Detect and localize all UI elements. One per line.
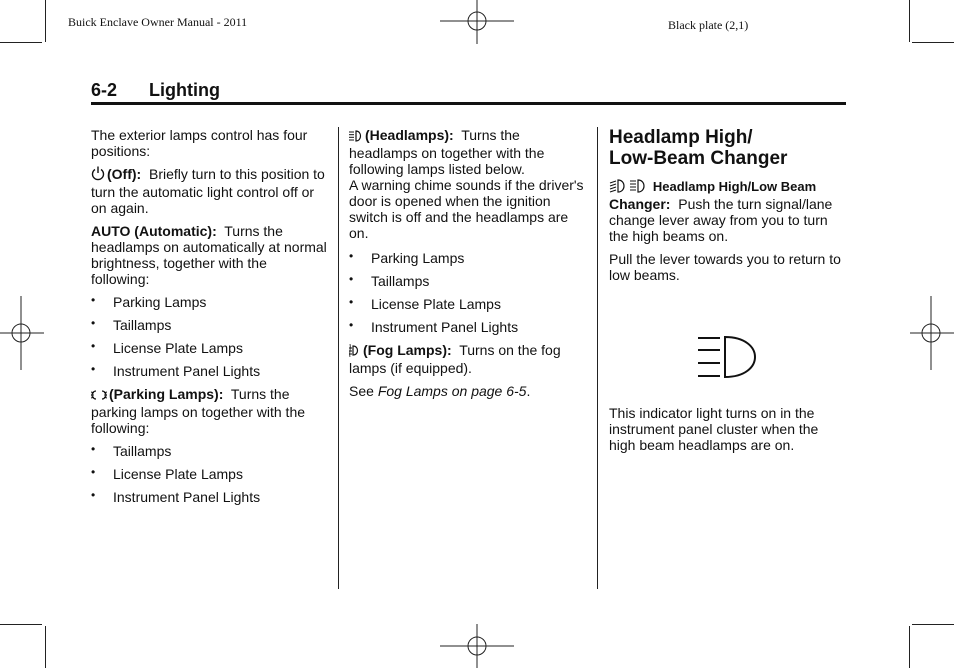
list-item: • License Plate Lamps — [91, 466, 327, 482]
list-item: • Taillamps — [91, 317, 327, 333]
print-plate: Black plate (2,1) — [668, 18, 749, 32]
heading-line: Headlamp High/ — [609, 127, 753, 148]
parking-text: Turns the parking lamps on together with the following: — [91, 386, 306, 436]
see-prefix: See — [349, 383, 374, 399]
registration-mark-icon — [440, 624, 514, 668]
auto-list — [91, 294, 327, 379]
parking-list — [91, 443, 327, 505]
see-reference — [349, 383, 587, 399]
pull-text: Pull the lever towards you to return to low beams. — [609, 251, 841, 283]
fog-paragraph — [349, 342, 587, 376]
auto-paragraph — [91, 223, 327, 287]
high-beam-indicator-icon — [609, 290, 846, 405]
headlamp-icon — [349, 129, 363, 145]
high-beam-icon — [629, 179, 647, 196]
print-title: Buick Enclave Owner Manual - 2011 — [68, 15, 248, 29]
section-number: 6-2 — [91, 80, 118, 100]
list-item: • Parking Lamps — [349, 250, 587, 266]
registration-mark-icon — [440, 0, 514, 44]
parking-label: (Parking Lamps): — [109, 386, 224, 402]
fog-label: (Fog Lamps): — [363, 342, 452, 358]
auto-label: AUTO (Automatic): — [91, 223, 217, 239]
changer-label: Headlamp High/Low Beam — [652, 179, 817, 194]
fog-text: Turns on the fog lamps (if equipped). — [349, 342, 561, 376]
off-text: Briefly turn to this position to turn the automatic light control off or on again. — [91, 166, 325, 216]
list-item: • Instrument Panel Lights — [91, 489, 327, 505]
column-3 — [609, 127, 846, 460]
list-item: • Taillamps — [349, 273, 587, 289]
list-item: • Instrument Panel Lights — [91, 363, 327, 379]
off-label: (Off): — [107, 166, 142, 182]
registration-mark-icon — [910, 296, 954, 370]
section-rule — [91, 102, 846, 105]
section-header — [91, 80, 220, 101]
column-divider — [597, 127, 598, 589]
intro-text: The exterior lamps control has four positions: — [91, 127, 308, 159]
low-beam-icon — [609, 179, 627, 196]
changer-label-cont: Changer: — [609, 196, 671, 212]
crop-mark — [909, 0, 910, 42]
registration-mark-icon — [0, 296, 44, 370]
list-item: • Instrument Panel Lights — [349, 319, 587, 335]
power-off-icon — [91, 166, 105, 184]
indicator-text: This indicator light turns on in the instrument panel cluster when the high beam headlamps are on. — [609, 405, 819, 453]
crop-mark — [45, 626, 46, 668]
fog-lamps-link[interactable]: Fog Lamps on page 6-5 — [377, 383, 527, 399]
fog-lamp-icon — [349, 344, 361, 360]
headlamps-paragraph — [349, 127, 587, 177]
heading-line: Low-Beam Changer — [609, 148, 788, 169]
headlamp-list — [349, 250, 587, 335]
auto-text: Turns the headlamps on automatically at normal brightness, together with the following: — [91, 223, 327, 287]
column-divider — [338, 127, 339, 589]
column-2 — [349, 127, 587, 406]
changer-text: Push the turn signal/lane change lever away from you to turn the high beams on. — [609, 196, 833, 244]
beam-changer-heading — [609, 127, 846, 169]
section-title: Lighting — [149, 80, 220, 100]
list-item: • License Plate Lamps — [91, 340, 327, 356]
list-item: • Taillamps — [91, 443, 327, 459]
column-1 — [91, 127, 327, 512]
crop-mark — [912, 624, 954, 625]
crop-mark — [0, 624, 42, 625]
off-paragraph — [91, 166, 327, 216]
headlamps-label: (Headlamps): — [365, 127, 454, 143]
headlamps-text: Turns the headlamps on together with the following lamps listed below. — [349, 127, 545, 177]
parking-paragraph — [91, 386, 327, 436]
crop-mark — [45, 0, 46, 42]
crop-mark — [912, 42, 954, 43]
list-item: • License Plate Lamps — [349, 296, 587, 312]
chime-text: A warning chime sounds if the driver's door is opened when the ignition switch is off and the headlamps are on. — [349, 177, 584, 241]
crop-mark — [909, 626, 910, 668]
parking-lamp-icon — [91, 388, 107, 404]
list-item: • Parking Lamps — [91, 294, 327, 310]
see-suffix: . — [526, 383, 531, 399]
changer-paragraph — [609, 178, 846, 244]
crop-mark — [0, 42, 42, 43]
